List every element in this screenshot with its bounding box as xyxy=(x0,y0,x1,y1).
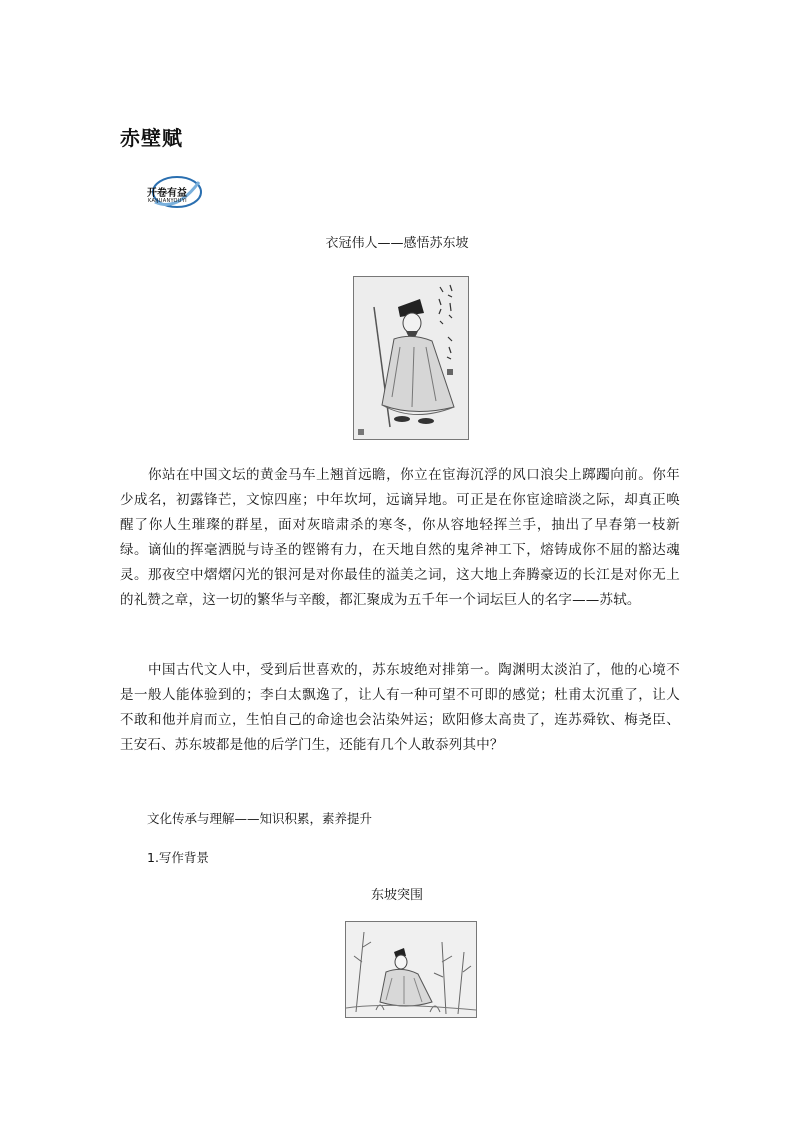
logo-sub-text: KAIJUANYOUYI xyxy=(148,198,187,204)
intro-paragraph: 你站在中国文坛的黄金马车上翘首远瞻，你立在宦海沉浮的风口浪尖上踯躅向前。你年少成名，初露锋芒，文惊四座；中年坎坷，远谪异地。可正是在你宦途暗淡之际，却真正唤醒了你人生璀璨的群星，面对灰暗肃杀的寒冬，你从容地轻挥兰手，抽出了早春第一枝新绿。谪仙的挥毫洒脱与诗圣的铿锵有力，在天地自然的鬼斧神工下，熔铸成你不屈的豁达魂灵。那夜空中熠熠闪光的银河是对你最佳的溢美之词，这大地上奔腾豪迈的长江是对你无上的礼赞之章，这一切的繁华与辛酸，都汇聚成为五千年一个词坛巨人的名字——苏轼。 xyxy=(120,467,680,608)
item-writing-background: 1.写作背景 xyxy=(147,850,209,865)
figure-title: 东坡突围 xyxy=(370,888,423,903)
page-title: 赤壁赋 xyxy=(120,126,183,150)
section-heading-culture: 文化传承与理解——知识积累，素养提升 xyxy=(147,811,373,826)
su-dongpo-portrait xyxy=(353,276,469,440)
kaijuan-logo xyxy=(147,172,203,212)
dongpo-breakthrough-illustration xyxy=(345,921,477,1018)
section-heading: 衣冠伟人——感悟苏东坡 xyxy=(325,236,469,251)
landscape-figure-icon xyxy=(346,922,476,1017)
logo-main-text: 开卷有益 xyxy=(147,188,187,199)
comparison-paragraph: 中国古代文人中，受到后世喜欢的，苏东坡绝对排第一。陶渊明太淡泊了，他的心境不是一般人能体验到的；李白太飘逸了，让人有一种可望不可即的感觉；杜甫太沉重了，让人不敢和他并肩而立，生怕自己的命途也会沾染舛运；欧阳修太高贵了，连苏舜钦、梅尧臣、王安石、苏东坡都是他的后学门生，还能有几个人敢忝列其中？ xyxy=(120,662,680,753)
portrait-illustration-icon xyxy=(354,277,468,439)
